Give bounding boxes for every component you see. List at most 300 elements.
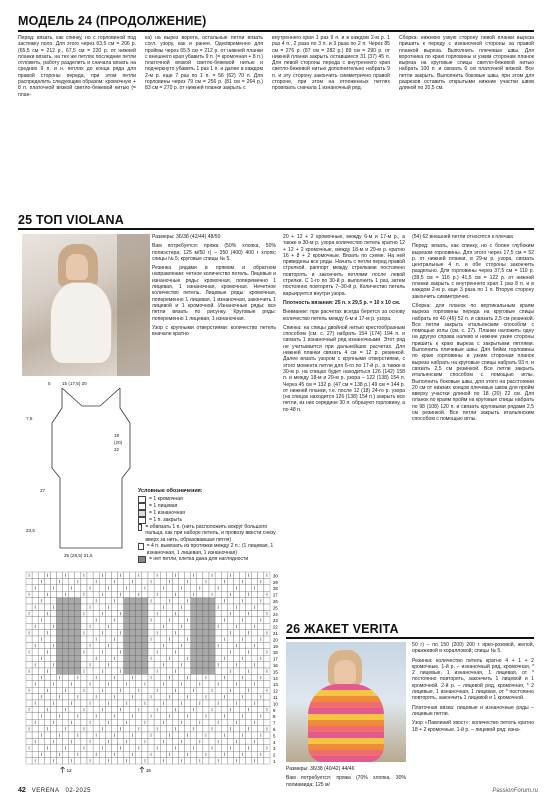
chart-cell xyxy=(191,751,197,757)
chart-cell xyxy=(99,578,105,584)
model24-col2: ка) на вырез ворота, остальные петли вязать согл. узору, как и ранее. Одновременно для проймы через 65,5 см = 212 р. от нижней планки с внешнего края убавить 9 п. (= кромочная + 8 п.) платочной вязкой светло-бежевой нитью и подчеркнуто убавить 1 раз 1 п. и далее в каждом 2-м р. еще 7 раз по 1 п. = 56 (62) 70 п. Для горловины через 79 см = 256 р. (81 см = 264 р.) 83 см = 270 р. от нижней планки закрыть с xyxy=(145,35,263,92)
chart-cell xyxy=(111,706,117,712)
chart-cell xyxy=(215,687,221,693)
row-number: 2 xyxy=(273,752,276,758)
chart-cell xyxy=(166,700,172,706)
page-number: 42 xyxy=(18,787,26,794)
chart-cell xyxy=(69,598,75,604)
chart-cell xyxy=(26,732,32,738)
chart-cell xyxy=(38,662,44,668)
chart-cell xyxy=(215,636,221,642)
chart-cell xyxy=(191,694,197,700)
chart-cell xyxy=(154,623,160,629)
chart-cell xyxy=(63,732,69,738)
chart-cell xyxy=(197,751,203,757)
chart-cell xyxy=(191,649,197,655)
chart-cell xyxy=(124,578,130,584)
chart-cell xyxy=(26,758,32,764)
chart-cell xyxy=(118,694,124,700)
chart-cell xyxy=(233,732,239,738)
chart-cell xyxy=(124,751,130,757)
chart-cell xyxy=(166,745,172,751)
chart-cell xyxy=(26,604,32,610)
chart-cell xyxy=(63,674,69,680)
chart-cell xyxy=(209,738,215,744)
chart-cell xyxy=(44,585,50,591)
chart-cell xyxy=(87,713,93,719)
chart-cell xyxy=(81,578,87,584)
chart-cell xyxy=(26,636,32,642)
chart-cell xyxy=(105,655,111,661)
chart-cell xyxy=(111,726,117,732)
model-photo-jacket xyxy=(286,642,406,762)
chart-cell xyxy=(130,598,136,604)
chart-cell xyxy=(191,604,197,610)
chart-cell xyxy=(185,649,191,655)
chart-cell xyxy=(75,630,81,636)
chart-cell xyxy=(26,655,32,661)
chart-cell xyxy=(166,719,172,725)
chart-cell xyxy=(50,726,56,732)
legend-item: = нет петли, клетка дана для наглядности xyxy=(138,556,278,563)
chart-cell xyxy=(160,591,166,597)
model-top-garment xyxy=(50,282,112,364)
chart-cell xyxy=(75,719,81,725)
chart-cell xyxy=(179,732,185,738)
chart-cell xyxy=(252,687,258,693)
chart-cell xyxy=(179,745,185,751)
chart-cell xyxy=(203,700,209,706)
model-face xyxy=(66,254,88,280)
chart-cell xyxy=(136,649,142,655)
chart-cell xyxy=(111,585,117,591)
chart-cell xyxy=(148,604,154,610)
chart-cell xyxy=(252,674,258,680)
chart-cell xyxy=(179,598,185,604)
chart-cell xyxy=(197,642,203,648)
chart-cell xyxy=(227,598,233,604)
chart-cell xyxy=(258,572,264,578)
chart-cell xyxy=(105,591,111,597)
top25-col2: 20 + 12 + 2 кромочные, между 6-м и 17-м р., а также в 30-м р. узора количество петель кратно 12 + 12 + 2 кромочные, между 18-м и 29-м р. кратно 16 + 8 + 2 кромочные. Вязать по схеме. На ней приведены все ряды. Начать с петли перед правой стрелкой, раппорт между стрелками постоянно повторять и закончить петлями после левой стрелки. С 1-го по 30-й р. выполнить 1 раз, затем постоянно повторять 7–30-й р. Количество петель варьируется внутри узора. Плотность вязания: 25 п. х 29,5 р. = 10 х 10 см. Внимание: при расчетах всегда берется за основу количество петель между 6-м и 17-м р. узора. Спинка: на спицы двойной нитью крестообразным способом (см. с. 27) набрать 154 (174) 194 п. и связать 1 изнаночный ряд изнаночными. Этот ряд не учитывается при дальнейших расчетах. Для нижней планки связать 4 см = 12 р. резинкой. Далее вязать узором с крупными отверстиями, с этого момента петли для 6-го по 17-й р., а также в 30-м р. на спицах будет находиться 126 (142) 158 п. и между 18-м и 29-м р. узора – 122 (138) 154 п. Через 45 см = 132 р. (47 см = 138 р.) 49 см = 144 р. от нижней планки, т.е. после 12 (18) 24-го р. узора (на спицах находится 126 (138) 154 п.) закрыть все петли, из них середине 30 п. образуют горловину, а по 48 п. xyxy=(283,234,405,413)
chart-cell xyxy=(136,668,142,674)
chart-cell xyxy=(240,668,246,674)
chart-cell xyxy=(57,758,63,764)
chart-cell xyxy=(246,623,252,629)
dim-label: (20) xyxy=(114,440,123,445)
chart-cell xyxy=(124,726,130,732)
row-number: 12 xyxy=(273,688,278,694)
row-number: 19 xyxy=(273,643,278,649)
chart-cell xyxy=(57,585,63,591)
chart-cell xyxy=(118,642,124,648)
chart-cell xyxy=(130,745,136,751)
chart-cell xyxy=(197,687,203,693)
chart-cell xyxy=(197,668,203,674)
chart-cell xyxy=(221,726,227,732)
chart-cell xyxy=(215,572,221,578)
chart-cell xyxy=(69,591,75,597)
chart-cell xyxy=(63,681,69,687)
chart-cell xyxy=(221,719,227,725)
chart-cell xyxy=(75,758,81,764)
chart-cell xyxy=(154,732,160,738)
chart-cell xyxy=(215,674,221,680)
chart-cell xyxy=(172,578,178,584)
chart-cell xyxy=(38,649,44,655)
chart-cell xyxy=(148,738,154,744)
chart-cell xyxy=(50,649,56,655)
chart-cell xyxy=(87,617,93,623)
chart-cell xyxy=(105,706,111,712)
chart-cell xyxy=(124,706,130,712)
chart-cell xyxy=(172,662,178,668)
chart-cell xyxy=(81,674,87,680)
chart-cell xyxy=(142,572,148,578)
chart-cell xyxy=(44,636,50,642)
chart-cell xyxy=(136,636,142,642)
chart-cell xyxy=(179,694,185,700)
chart-cell xyxy=(105,732,111,738)
chart-cell xyxy=(93,706,99,712)
chart-cell xyxy=(142,655,148,661)
chart-cell xyxy=(154,674,160,680)
watermark-site: PassionForum.ru xyxy=(492,788,538,794)
chart-cell xyxy=(136,655,142,661)
chart-cell xyxy=(99,642,105,648)
chart-cell xyxy=(264,681,270,687)
chart-cell xyxy=(197,604,203,610)
chart-cell xyxy=(233,694,239,700)
chart-cell xyxy=(246,642,252,648)
chart-cell xyxy=(166,738,172,744)
chart-cell xyxy=(50,745,56,751)
chart-cell xyxy=(118,719,124,725)
model24-col1: Перед: вязать, как спинку, но с горловиной под застежку поло. Для этого через 63,5 см = 206 р. (65,5 см = 212 р., 67,5 см = 220 р. от нижней планки вязать, на тех же петлях последние петли отложить, работу разделить и сначала вязать на средних 9 п. и н. петлях до конца ряда для правой стороны переда, при этом петли распределить следующим образом: кромочную + 8 п. платочной вязкой светло-бежевой нитью (= план- xyxy=(18,35,136,98)
chart-cell xyxy=(185,623,191,629)
chart-cell xyxy=(252,745,258,751)
chart-cell xyxy=(93,719,99,725)
chart-cell xyxy=(93,572,99,578)
purl-stitch-icon xyxy=(138,510,146,517)
chart-cell xyxy=(258,726,264,732)
chart-cell xyxy=(44,681,50,687)
chart-cell xyxy=(111,681,117,687)
chart-cell xyxy=(203,610,209,616)
chart-cell xyxy=(203,636,209,642)
chart-cell xyxy=(111,572,117,578)
chart-cell xyxy=(209,604,215,610)
chart-cell xyxy=(124,668,130,674)
chart-cell xyxy=(32,674,38,680)
chart-cell xyxy=(57,700,63,706)
chart-cell xyxy=(172,758,178,764)
chart-cell xyxy=(130,617,136,623)
chart-cell xyxy=(179,687,185,693)
chart-cell xyxy=(93,604,99,610)
row-number: 30 xyxy=(273,573,278,579)
chart-cell xyxy=(57,738,63,744)
chart-cell xyxy=(63,738,69,744)
chart-cell xyxy=(246,681,252,687)
chart-cell xyxy=(160,745,166,751)
chart-cell xyxy=(221,572,227,578)
chart-cell xyxy=(209,758,215,764)
chart-cell xyxy=(172,713,178,719)
chart-cell xyxy=(154,713,160,719)
chart-cell xyxy=(32,636,38,642)
chart-cell xyxy=(142,745,148,751)
chart-cell xyxy=(203,726,209,732)
chart-cell xyxy=(246,732,252,738)
chart-cell xyxy=(105,610,111,616)
chart-cell xyxy=(233,578,239,584)
chart-cell xyxy=(105,726,111,732)
chart-cell xyxy=(203,642,209,648)
chart-cell xyxy=(87,745,93,751)
chart-cell xyxy=(142,674,148,680)
chart-cell xyxy=(252,706,258,712)
chart-cell xyxy=(191,758,197,764)
knit-stitch-icon xyxy=(138,503,146,510)
chart-cell xyxy=(142,649,148,655)
chart-cell xyxy=(50,674,56,680)
chart-cell xyxy=(172,732,178,738)
chart-cell xyxy=(124,610,130,616)
chart-cell xyxy=(240,700,246,706)
chart-cell xyxy=(63,636,69,642)
chart-cell xyxy=(32,694,38,700)
chart-cell xyxy=(93,662,99,668)
chart-cell xyxy=(142,591,148,597)
chart-cell xyxy=(50,687,56,693)
chart-cell xyxy=(246,636,252,642)
chart-cell xyxy=(32,751,38,757)
chart-cell xyxy=(264,719,270,725)
chart-cell xyxy=(105,630,111,636)
chart-cell xyxy=(258,623,264,629)
chart-cell xyxy=(87,751,93,757)
chart-cell xyxy=(179,630,185,636)
row-number: 5 xyxy=(273,733,276,739)
chart-cell xyxy=(166,572,172,578)
chart-cell xyxy=(136,732,142,738)
chart-cell xyxy=(240,572,246,578)
chart-cell xyxy=(93,623,99,629)
chart-cell xyxy=(221,591,227,597)
chart-cell xyxy=(99,623,105,629)
chart-cell xyxy=(240,649,246,655)
chart-cell xyxy=(63,623,69,629)
chart-cell xyxy=(69,578,75,584)
chart-cell xyxy=(240,642,246,648)
chart-cell xyxy=(50,668,56,674)
chart-cell xyxy=(69,655,75,661)
model24-title: МОДЕЛЬ 24 (ПРОДОЛЖЕНИЕ) xyxy=(18,14,207,28)
chart-cell xyxy=(166,642,172,648)
chart-cell xyxy=(142,726,148,732)
chart-cell xyxy=(69,636,75,642)
chart-cell xyxy=(172,604,178,610)
chart-cell xyxy=(75,604,81,610)
chart-cell xyxy=(50,617,56,623)
legend-item: = 1 лицевая xyxy=(138,503,278,510)
chart-cell xyxy=(264,636,270,642)
chart-cell xyxy=(148,758,154,764)
chart-cell xyxy=(154,604,160,610)
chart-cell xyxy=(197,649,203,655)
chart-cell xyxy=(130,681,136,687)
chart-cell xyxy=(148,745,154,751)
chart-cell xyxy=(124,642,130,648)
model-face xyxy=(334,660,356,684)
chart-cell xyxy=(81,694,87,700)
chart-cell xyxy=(130,604,136,610)
chart-cell xyxy=(172,623,178,629)
chart-cell xyxy=(227,585,233,591)
chart-cell xyxy=(105,572,111,578)
chart-cell xyxy=(252,649,258,655)
chart-cell xyxy=(172,585,178,591)
chart-cell xyxy=(203,706,209,712)
chart-cell xyxy=(221,604,227,610)
chart-cell xyxy=(32,726,38,732)
chart-cell xyxy=(57,726,63,732)
legend-item: = 1 изнаночная xyxy=(138,510,278,517)
chart-cell xyxy=(75,655,81,661)
chart-cell xyxy=(264,604,270,610)
chart-cell xyxy=(130,591,136,597)
chart-cell xyxy=(252,751,258,757)
row-number: 26 xyxy=(273,599,278,604)
chart-cell xyxy=(130,636,136,642)
chart-cell xyxy=(44,694,50,700)
chart-cell xyxy=(93,642,99,648)
chart-cell xyxy=(240,681,246,687)
chart-cell xyxy=(203,719,209,725)
chart-cell xyxy=(81,700,87,706)
chart-cell xyxy=(185,719,191,725)
chart-cell xyxy=(124,649,130,655)
chart-cell xyxy=(75,726,81,732)
jacket26-title: 26 ЖАКЕТ VERITA xyxy=(286,622,399,636)
chart-cell xyxy=(221,623,227,629)
photo-background xyxy=(117,234,150,376)
chart-cell xyxy=(191,636,197,642)
chart-cell xyxy=(44,758,50,764)
chart-cell xyxy=(32,732,38,738)
top25-title: 25 ТОП VIOLANA xyxy=(18,213,124,227)
chart-cell xyxy=(105,687,111,693)
chart-cell xyxy=(38,572,44,578)
chart-cell xyxy=(197,623,203,629)
chart-cell xyxy=(209,694,215,700)
chart-cell xyxy=(246,719,252,725)
chart-cell xyxy=(111,642,117,648)
chart-cell xyxy=(246,662,252,668)
chart-cell xyxy=(130,706,136,712)
chart-cell xyxy=(240,758,246,764)
model-photo-top xyxy=(22,234,150,376)
chart-cell xyxy=(233,649,239,655)
chart-cell xyxy=(142,668,148,674)
chart-cell xyxy=(227,681,233,687)
chart-cell xyxy=(105,617,111,623)
chart-cell xyxy=(252,655,258,661)
chart-cell xyxy=(252,732,258,738)
chart-cell xyxy=(57,642,63,648)
chart-cell xyxy=(166,591,172,597)
chart-cell xyxy=(191,623,197,629)
chart-cell xyxy=(209,578,215,584)
chart-cell xyxy=(197,636,203,642)
chart-cell xyxy=(240,630,246,636)
chart-cell xyxy=(44,617,50,623)
chart-cell xyxy=(44,642,50,648)
chart-cell xyxy=(203,630,209,636)
chart-cell xyxy=(75,738,81,744)
chart-cell xyxy=(38,681,44,687)
top25-col1: Размеры: 36/38 (42/44) 48/50 Вам потребуется: пряжа (50% хлопка, 50% полиэстера; 125 м/50 г) – 350 (400) 400 г хлопк; спицы № 5; круговые спицы № 5. Резинка рядами в прямом и обратном направлении: четное количество петель. Лицевые и изнаночные ряды: кромочная, попеременно 1 лицевая, 1 изнаночная, кромочная. Нечетное количество петель. Лицевые ряды: кромочная, попеременно 1 лицевая, 1 изнаночная, закончить 1 лицевой и 1 кромочной. Изнаночные ряды: все петли вязать по рисунку. Круговые ряды: попеременно 1 лицевая, 1 изнаночная. Узор с крупными отверстиями: количество петель вначале кратно xyxy=(152,234,276,338)
chart-cell xyxy=(264,642,270,648)
chart-cell xyxy=(75,687,81,693)
legend-item: = 1 п. закрыть xyxy=(138,517,278,524)
row-number: 27 xyxy=(273,592,278,598)
chart-cell xyxy=(57,623,63,629)
chart-cell xyxy=(124,655,130,661)
wrap-stitch-icon xyxy=(138,524,142,531)
chart-cell xyxy=(166,662,172,668)
chart-cell xyxy=(93,630,99,636)
chart-cell xyxy=(87,726,93,732)
repeat-label: 16 xyxy=(145,768,151,773)
chart-cell xyxy=(160,694,166,700)
chart-cell xyxy=(240,585,246,591)
chart-cell xyxy=(264,758,270,764)
chart-cell xyxy=(111,662,117,668)
chart-cell xyxy=(32,649,38,655)
chart-cell xyxy=(191,642,197,648)
chart-cell xyxy=(154,655,160,661)
chart-cell xyxy=(81,604,87,610)
chart-cell xyxy=(57,687,63,693)
chart-cell xyxy=(118,732,124,738)
chart-cell xyxy=(136,751,142,757)
chart-cell xyxy=(124,745,130,751)
chart-cell xyxy=(191,732,197,738)
chart-cell xyxy=(142,732,148,738)
legend-item: = 4 п. вывязать из протяжки между 2 п.: (1 лицевая, 1 изнаночная, 1 лицевая, 1 изнаночная) xyxy=(138,543,278,556)
chart-cell xyxy=(136,642,142,648)
chart-cell xyxy=(160,751,166,757)
chart-cell xyxy=(203,668,209,674)
chart-cell xyxy=(240,623,246,629)
chart-cell xyxy=(50,598,56,604)
chart-cell xyxy=(166,585,172,591)
chart-cell xyxy=(50,610,56,616)
chart-cell xyxy=(154,694,160,700)
chart-cell xyxy=(44,719,50,725)
chart-cell xyxy=(57,719,63,725)
section-rule xyxy=(286,637,534,639)
chart-cell xyxy=(75,585,81,591)
chart-cell xyxy=(240,687,246,693)
chart-cell xyxy=(63,700,69,706)
chart-cell xyxy=(81,738,87,744)
chart-cell xyxy=(111,649,117,655)
chart-cell xyxy=(87,706,93,712)
chart-cell xyxy=(233,674,239,680)
